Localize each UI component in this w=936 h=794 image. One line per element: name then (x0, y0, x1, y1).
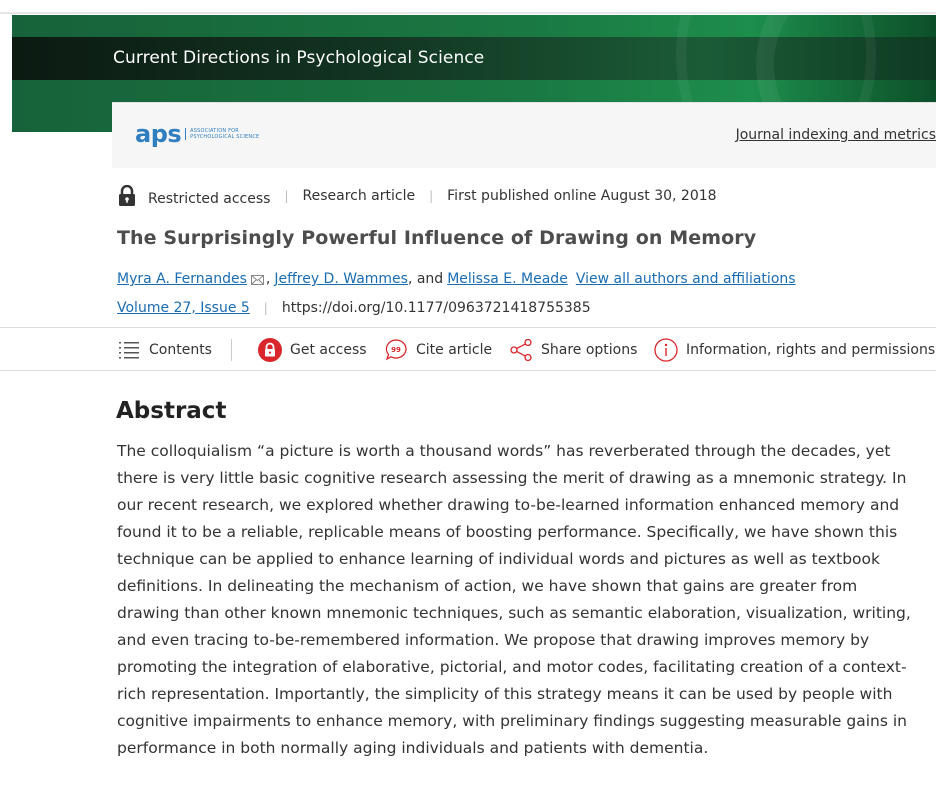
journal-indexing-link[interactable]: Journal indexing and metrics (735, 127, 936, 143)
cite-article-button[interactable] (384, 338, 492, 362)
share-options-button[interactable] (509, 338, 637, 362)
publisher-bar (112, 102, 936, 168)
journal-title[interactable]: Current Directions in Psychological Science (113, 48, 485, 68)
cite-article-label: Cite article (416, 342, 493, 358)
publication-date: First published online August 30, 2018 (447, 188, 717, 204)
mail-icon[interactable] (251, 273, 264, 283)
info-icon (654, 338, 678, 362)
author-separator: , and (407, 271, 444, 287)
aps-logo-tagline (185, 128, 259, 140)
get-access-label: Get access (290, 342, 367, 358)
contents-button[interactable] (117, 338, 212, 362)
aps-logo-text: aps (135, 120, 182, 148)
separator: | (263, 301, 268, 315)
get-access-button[interactable] (258, 338, 367, 362)
article-tools (0, 327, 936, 371)
share-icon (509, 338, 533, 362)
information-button[interactable] (654, 338, 935, 362)
quote-bubble-icon (384, 338, 408, 362)
aps-logo[interactable] (135, 122, 259, 146)
author-separator: , (265, 271, 271, 287)
author-link[interactable]: Jeffrey D. Wammes (274, 271, 408, 287)
divider (231, 339, 232, 361)
abstract-text: The colloquialism “a picture is worth a thousand words” has reverberated through the decades, yet there is very little basic cognitive research assessing the merit of drawing as a mnemonic strategy. In our recent research, we explored whether drawing to-be-learned information enhanced memory and found it to be a reliable, replicable means of boosting performance. Specifically, we have shown this technique can be applied to enhance learning of individual words and pictures as well as textbook definitions. In delineating the mechanism of action, we have shown that gains are greater from drawing than other known mnemonic techniques, such as semantic elaboration, visualization, writing, and even tracing to-be-remembered information. We propose that drawing improves memory by promoting the integration of elaborative, pictorial, and motor codes, facilitating creation of a context-rich representation. Importantly, the simplicity of this strategy means it can be used by people with cognitive impairments to enhance memory, with preliminary findings suggesting measurable gains in performance in both normally aging individuals and patients with dementia. (117, 442, 911, 757)
author-link[interactable]: Melissa E. Meade (447, 271, 568, 287)
article-type: Research article (302, 188, 416, 204)
access-status: Restricted access (148, 191, 271, 207)
volume-issue-link[interactable]: Volume 27, Issue 5 (117, 300, 250, 316)
list-icon (117, 338, 141, 362)
top-border (0, 0, 936, 14)
separator: | (429, 189, 434, 203)
lock-icon (258, 338, 282, 362)
aps-tag-line: PSYCHOLOGICAL SCIENCE (190, 134, 260, 140)
doi[interactable]: https://doi.org/10.1177/0963721418755385 (281, 300, 591, 316)
abstract-heading: Abstract (116, 398, 227, 424)
information-label: Information, rights and permissions (686, 342, 936, 358)
article-title: The Surprisingly Powerful Influence of Drawing on Memory (117, 227, 757, 249)
contents-label: Contents (149, 342, 212, 358)
article-meta (117, 184, 717, 208)
view-all-authors-link[interactable]: View all authors and affiliations (575, 271, 796, 287)
lock-icon (117, 185, 137, 207)
separator: | (284, 189, 289, 203)
author-link[interactable]: Myra A. Fernandes (117, 271, 247, 287)
volume-doi-row (117, 300, 591, 316)
svg-text:99: 99 (391, 346, 401, 354)
authors (117, 271, 796, 287)
share-options-label: Share options (541, 342, 638, 358)
aps-tag-line: ASSOCIATION FOR (190, 128, 239, 134)
